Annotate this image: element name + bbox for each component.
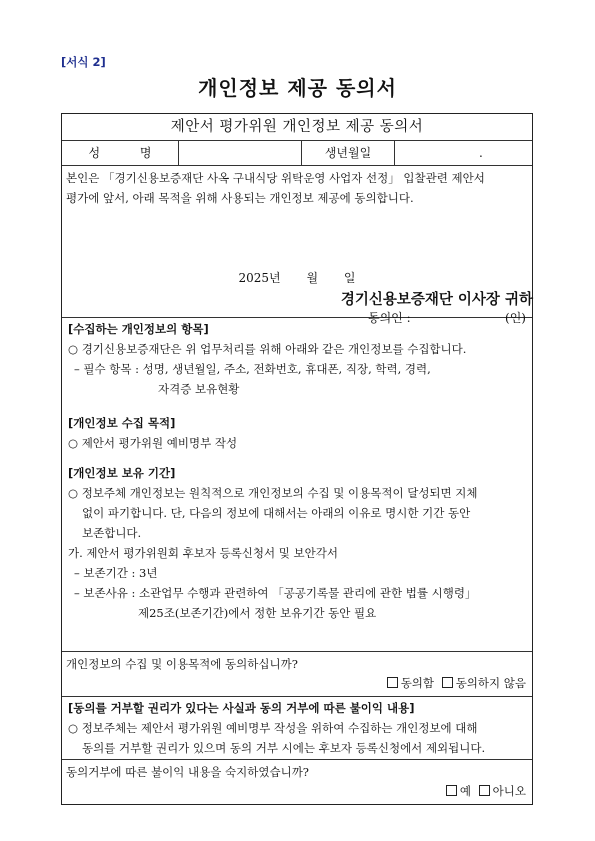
yes-checkbox[interactable] [446, 785, 457, 796]
retention-heading: [개인정보 보유 기간] [68, 466, 176, 480]
retention-line-6: – 보존사유 : 소관업무 수행과 관련하여 「공공기록물 관리에 관한 법률 시행령」 [74, 586, 477, 600]
consent-question-row [62, 652, 532, 697]
consent-text-line-2: 평가에 앞서, 아래 목적을 위해 사용되는 개인정보 제공에 동의합니다. [66, 191, 414, 205]
no-option[interactable] [479, 784, 526, 798]
acknowledgement-question-row [62, 760, 532, 804]
consent-text-line-1: 본인은 「경기신용보증재단 사옥 구내식당 위탁운영 사업자 선정」 입찰관련 제안서 [66, 171, 485, 185]
retention-block [68, 463, 528, 623]
agree-checkbox[interactable] [387, 677, 398, 688]
collected-items-line-1: ○ 경기신용보증재단은 위 업무처리를 위해 아래와 같은 개인정보를 수집합니다. [68, 342, 467, 356]
birth-date-field[interactable] [395, 141, 532, 185]
retention-line-4: 가. 제안서 평가위원회 후보자 등록신청서 및 보안각서 [68, 546, 338, 560]
disagree-checkbox[interactable] [442, 677, 453, 688]
retention-line-5: – 보존기간 : 3년 [74, 566, 158, 580]
name-label: 성 명 [62, 141, 179, 165]
collected-items-line-2: – 필수 항목 : 성명, 생년월일, 주소, 전화번호, 휴대폰, 직장, 학력, 경력, [74, 362, 431, 376]
yes-option[interactable] [446, 784, 471, 798]
consent-options [383, 675, 526, 691]
document-title: 개인정보 제공 동의서 [198, 76, 397, 100]
form-number-label: [서식 2] [61, 55, 106, 69]
acknowledgement-options [442, 783, 526, 799]
purpose-heading: [개인정보 수집 목적] [68, 416, 176, 430]
retention-line-3: 보존합니다. [82, 526, 142, 540]
refusal-heading: [동의를 거부할 권리가 있다는 사실과 동의 거부에 따른 불이익 내용] [68, 701, 415, 715]
retention-line-1: ○ 정보주체 개인정보는 원칙적으로 개인정보의 수집 및 이용목적이 달성되면 지체 [68, 486, 478, 500]
consent-month: 월 [306, 271, 319, 285]
agree-option[interactable] [387, 676, 434, 690]
retention-line-2: 없이 파기합니다. 단, 다음의 정보에 대해서는 아래의 이유로 명시한 기간 동안 [82, 506, 471, 520]
acknowledgement-question: 동의거부에 따른 불이익 내용을 숙지하였습니까? [66, 765, 309, 779]
consent-day: 일 [343, 271, 356, 285]
consent-question: 개인정보의 수집 및 이용목적에 동의하십니까? [66, 657, 298, 671]
birth-date-value: . . [479, 146, 525, 185]
form-subtitle: 제안서 평가위원 개인정보 제공 동의서 [62, 114, 532, 141]
refusal-block [68, 698, 528, 758]
disagree-option[interactable] [442, 676, 526, 690]
consent-statement [66, 168, 528, 208]
disagree-label: 동의하지 않음 [455, 676, 526, 690]
consenter-label: 동의인 : [368, 311, 411, 325]
purpose-block [68, 413, 528, 453]
birth-date-label: 생년월일 [302, 141, 395, 165]
collected-items-heading: [수집하는 개인정보의 항목] [68, 322, 209, 336]
refusal-line-2: 동의를 거부할 권리가 있으며 동의 거부 시에는 후보자 등록신청에서 제외됩니다. [82, 741, 486, 755]
retention-line-7: 제25조(보존기간)에서 정한 보유기간 동안 필요 [138, 606, 377, 620]
seal-mark: (인) [505, 311, 526, 325]
refusal-line-1: ○ 정보주체는 제안서 평가위원 예비명부 작성을 위하여 수집하는 개인정보에 대해 [68, 721, 478, 735]
consent-form [61, 113, 533, 805]
yes-label: 예 [459, 784, 472, 798]
agree-label: 동의함 [400, 676, 435, 690]
name-field[interactable] [179, 141, 302, 165]
no-label: 아니오 [492, 784, 526, 798]
recipient-line: 경기신용보증재단 이사장 귀하 [340, 292, 533, 308]
consent-date [62, 269, 532, 286]
privacy-info-section [62, 318, 532, 652]
collected-items-line-3: 자격증 보유현황 [158, 382, 240, 396]
consent-year: 2025년 [238, 271, 281, 285]
collected-items-block [68, 319, 528, 399]
refusal-rights-section [62, 697, 532, 760]
no-checkbox[interactable] [479, 785, 490, 796]
purpose-line-1: ○ 제안서 평가위원 예비명부 작성 [68, 436, 238, 450]
